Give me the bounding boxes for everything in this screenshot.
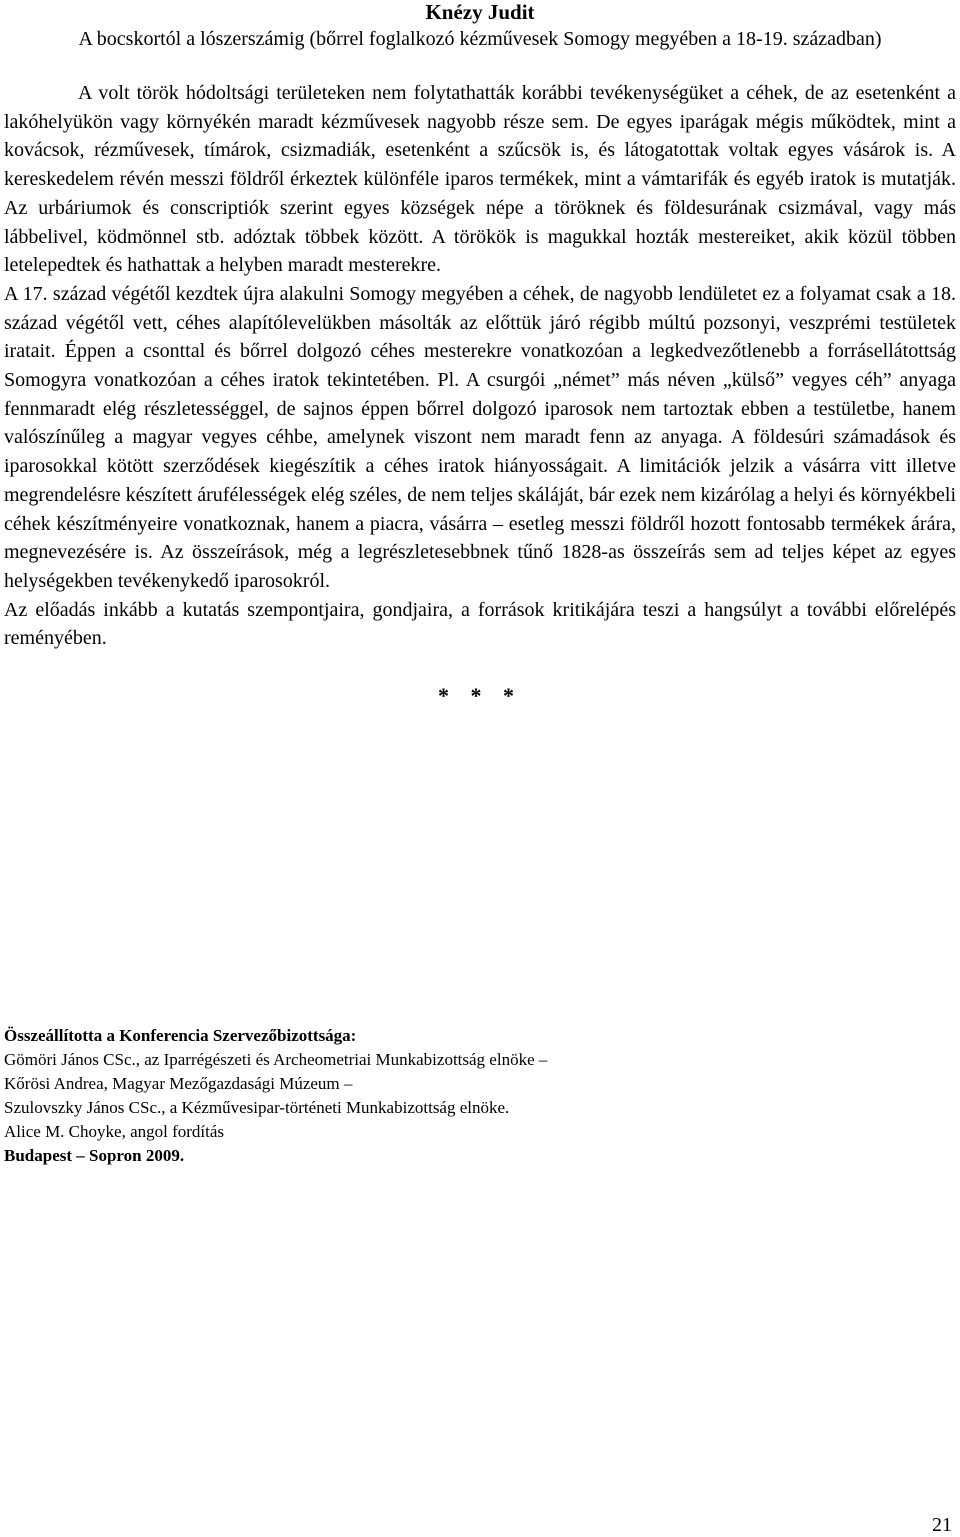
credits-block <box>4 1024 547 1168</box>
section-separator: * * * <box>438 683 522 709</box>
author-name: Knézy Judit <box>425 0 535 24</box>
paragraph-1: A volt török hódoltsági területeken nem folytathatták korábbi tevékenységüket a céhek, de az esetenként a lakóhelyükön vagy környékén maradt kézművesek nagyobb része sem. De egyes iparágak mégis működtek, mint a kovácsok, rézművesek, tímárok, csizmadiák, esetenként a szűcsök is, és látogatottak voltak egyes vásárok is. A kereskedelem révén messzi földről érkeztek különféle iparos termékek, mint a vámtarifák és egyéb iratok is mutatják. Az urbáriumok és conscriptiók szerint egyes községek népe a töröknek és földesurának csizmával, vagy más lábbelivel, ködmönnel stb. adóztak többek között. A törökök is magukkal hozták mestereiket, akik közül többen letelepedtek és hathattak a helyben maradt mesterekre. <box>4 82 956 277</box>
credits-heading: Összeállította a Konferencia Szervezőbizottsága: <box>4 1026 357 1045</box>
credits-line: Gömöri János CSc., az Iparrégészeti és Archeometriai Munkabizottság elnöke – <box>4 1050 548 1069</box>
place-and-date: Budapest – Sopron 2009. <box>4 1146 185 1165</box>
credits-line: Alice M. Choyke, angol fordítás <box>4 1122 225 1141</box>
credits-line: Szulovszky János CSc., a Kézművesipar-történeti Munkabizottság elnöke. <box>4 1098 510 1117</box>
credits-line: Kőrösi Andrea, Magyar Mezőgazdasági Múzeum – <box>4 1074 353 1093</box>
article-title: A bocskortól a lószerszámig (bőrrel foglalkozó kézművesek Somogy megyében a 18-19. században) <box>78 28 882 50</box>
document-page <box>4 0 956 1165</box>
article-body <box>4 79 956 653</box>
paragraph-2: A 17. század végétől kezdtek újra alakulni Somogy megyében a céhek, de nagyobb lendületet ez a folyamat csak a 18. század végétől vett, céhes alapítólevelükben másolták az előttük járó régibb múltú pozsonyi, veszprémi testületek iratait. Éppen a csonttal és bőrrel dolgozó céhes mesterekre vonatkozóan a legkedvezőtlenebb a forrásellátottság Somogyra vonatkozóan a céhes iratok tekintetében. Pl. A csurgói „német” más néven „külső” vegyes céh” anyaga fennmaradt elég részletességgel, de sajnos éppen bőrrel dolgozó iparosok nem tartoztak ebben a testületbe, hanem valószínűleg a magyar vegyes céhbe, amelynek viszont nem maradt fenn az anyaga. A földesúri számadások és iparosokkal kötött szerződések kiegészítik a céhes iratok hiányosságait. A limitációk jelzik a vásárra vitt illetve megrendelésre készített árufélességek elég széles, de nem teljes skáláját, bár ezek nem kizárólag a helyi és környékbeli céhek készítményeire vonatkoznak, hanem a piacra, vásárra – esetleg messzi földről hozott fontosabb termékek árára, megnevezésére is. Az összeírások, még a legrészletesebbnek tűnő 1828-as összeírás sem ad teljes képet az egyes helységekben tevékenykedő iparosokról. <box>4 282 956 592</box>
paragraph-3: Az előadás inkább a kutatás szempontjaira, gondjaira, a források kritikájára teszi a hangsúlyt a további előrelépés reményében. <box>4 598 956 650</box>
page-number: 21 <box>932 1514 952 1536</box>
